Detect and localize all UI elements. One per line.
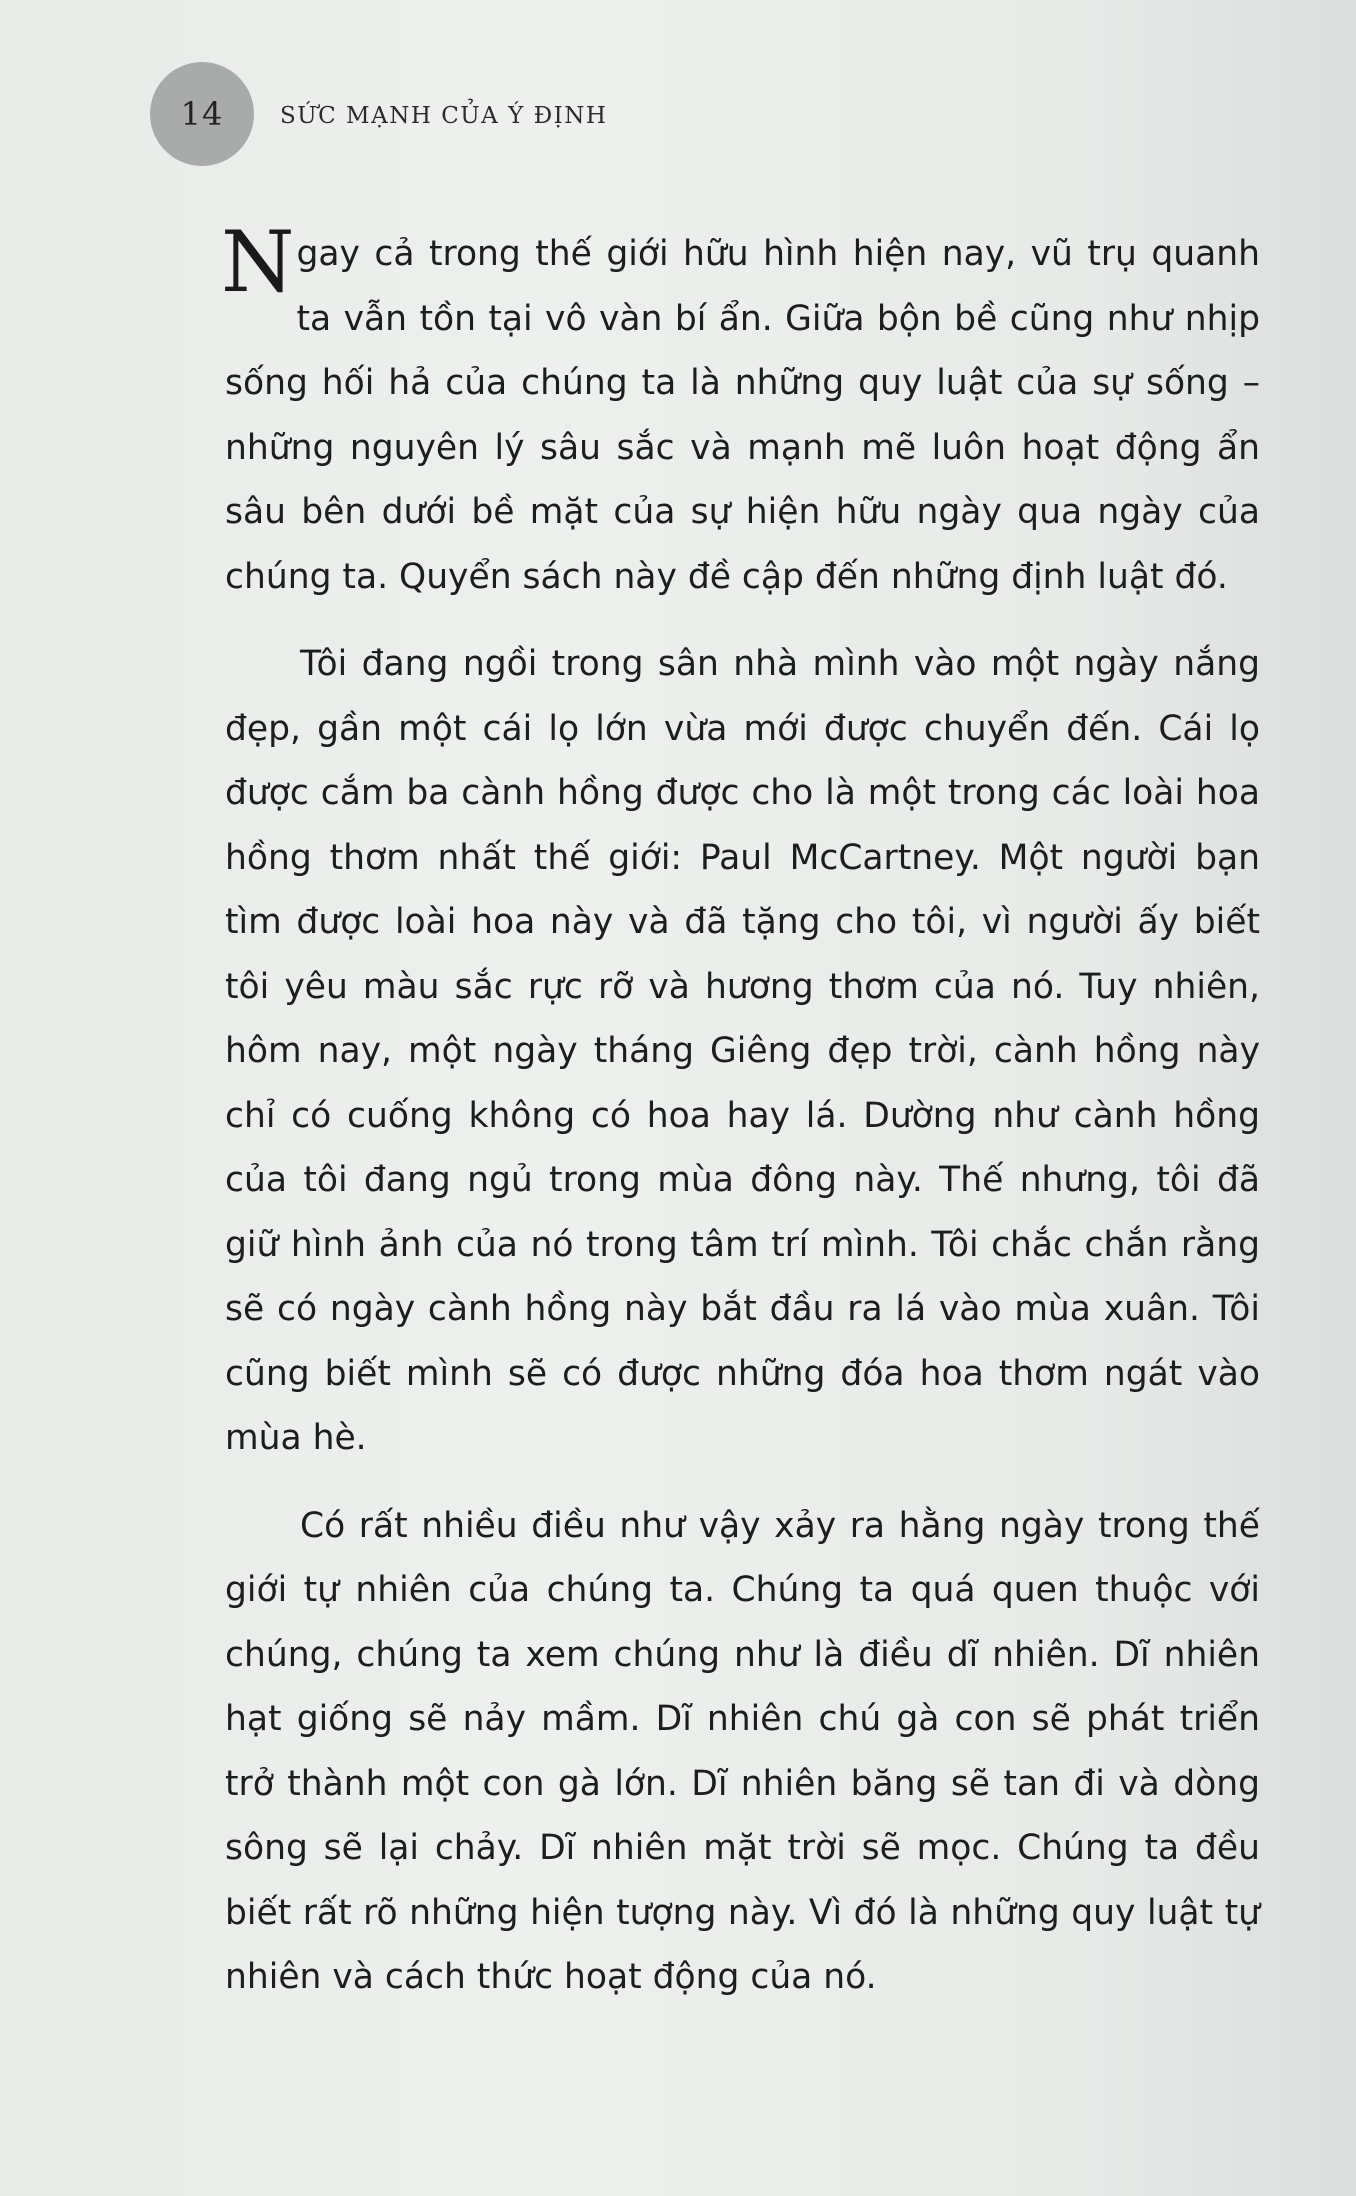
drop-cap: N [221, 213, 295, 311]
body-text [221, 213, 1260, 2010]
page-number-badge [150, 62, 254, 166]
paragraph-1 [221, 213, 1260, 609]
paragraph-1-text: gay cả trong thế giới hữu hình hiện nay, vũ trụ quanh ta vẫn tồn tại vô vàn bí ẩn. Giữa bộn bề cũng như nhịp sống hối hả của chúng ta là những quy luật của sự sống – những nguyên lý sâu sắc và mạnh mẽ luôn hoạt động ẩn sâu bên dưới bề mặt của sự hiện hữu ngày qua ngày của chúng ta. Quyển sách này đề cập đến những định luật đó. [225, 234, 1260, 597]
paragraph-3: Có rất nhiều điều như vậy xảy ra hằng ngày trong thế giới tự nhiên của chúng ta. Chúng ta quá quen thuộc với chúng, chúng ta xem chúng như là điều dĩ nhiên. Dĩ nhiên hạt giống sẽ nảy mầm. Dĩ nhiên chú gà con sẽ phát triển trở thành một con gà lớn. Dĩ nhiên băng sẽ tan đi và dòng sông sẽ lại chảy. Dĩ nhiên mặt trời sẽ mọc. Chúng ta đều biết rất rõ những hiện tượng này. Vì đó là những quy luật tự nhiên và cách thức hoạt động của nó. [225, 1505, 1260, 1997]
page-number: 14 [180, 95, 224, 133]
running-header-title: SỨC MẠNH CỦA Ý ĐỊNH [280, 103, 608, 129]
paragraph-2: Tôi đang ngồi trong sân nhà mình vào một ngày nắng đẹp, gần một cái lọ lớn vừa mới được chuyển đến. Cái lọ được cắm ba cành hồng được cho là một trong các loài hoa hồng thơm nhất thế giới: Paul McCartney. Một người bạn tìm được loài hoa này và đã tặng cho tôi, vì người ấy biết tôi yêu màu sắc rực rỡ và hương thơm của nó. Tuy nhiên, hôm nay, một ngày tháng Giêng đẹp trời, cành hồng này chỉ có cuống không có hoa hay lá. Dường như cành hồng của tôi đang ngủ trong mùa đông này. Thế nhưng, tôi đã giữ hình ảnh của nó trong tâm trí mình. Tôi chắc chắn rằng sẽ có ngày cành hồng này bắt đầu ra lá vào mùa xuân. Tôi cũng biết mình sẽ có được những đóa hoa thơm ngát vào mùa hè. [225, 644, 1260, 1458]
